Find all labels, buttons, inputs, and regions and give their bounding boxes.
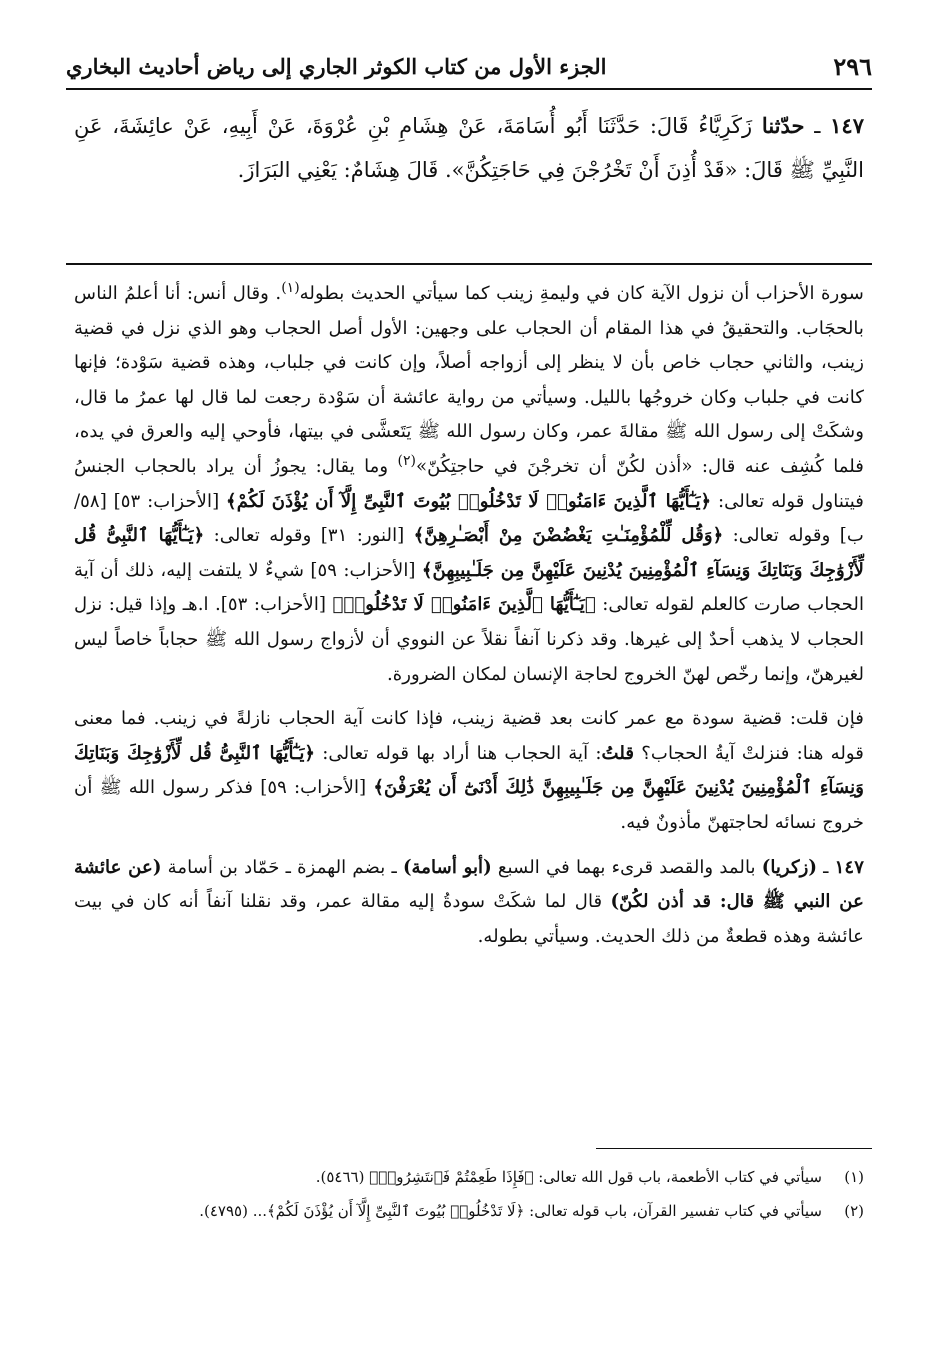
footnote-text: سيأتي في كتاب الأطعمة، باب قول الله تعالى: ﴿فَإِذَا طَعِمْتُمْ فَٱنتَشِرُوا۟﴾ (٥٤٦٦). [315, 1168, 822, 1186]
commentary-text: ـ بضم الهمزة ـ حَمّاد بن أسامة [161, 856, 403, 878]
quran-quote: ﴿يَـٰٓأَيُّهَا ٱلنَّبِىُّ قُل لِّأَزْوَٰجِكَ وَبَنَاتِكَ وَنِسَآءِ ٱلْمُؤْمِنِينَ يُدْنِينَ عَلَيْهِنَّ مِن جَلَـٰبِيبِهِنَّ ذَٰلِكَ أَدْنَىٰٓ أَن يُعْرَفْنَ﴾ [74, 742, 865, 799]
footnote-2 [74, 1196, 864, 1226]
commentary-text: قال لما شكَتْ سودةُ إليه مقالة عمر، وقد نقلنا آنفاً أنه كان في بيت عائشة وهذه قطعةٌ من ذلك الحديث. وسيأتي بطوله. [74, 891, 864, 947]
quran-quote: ﴿يَـٰٓأَيُّهَا ٱلنَّبِىُّ قُل لِّأَزْوَٰجِكَ وَبَنَاتِكَ وَنِسَآءِ ٱلْمُؤْمِنِينَ يُدْنِينَ عَلَيْهِنَّ مِن جَلَـٰبِيبِهِنَّ﴾ [74, 525, 864, 581]
hadith-dash: ـ [804, 114, 831, 138]
commentary-text: فإن قلت: قضية سودة مع عمر كانت بعد قضية زينب، فإذا كانت آية الحجاب نازلةً في زينب. فما معنى قوله هنا: فنزلتْ آيةُ الحجاب؟ [74, 708, 864, 764]
hadith-number: ١٤٧ [830, 113, 864, 138]
commentary-text: [النور: ٣١] وقوله تعالى: [204, 525, 414, 547]
bold-term: (عن عائشة عن النبي ﷺ قال: قد أذن لكُنّ) [74, 856, 865, 913]
header-divider [66, 88, 872, 90]
footnote-1 [74, 1162, 864, 1192]
quran-quote: ﴿وَقُل لِّلْمُؤْمِنَـٰتِ يَغْضُضْنَ مِنْ أَبْصَـٰرِهِنَّ﴾ [413, 525, 724, 547]
commentary-text: : آية الحجاب هنا أراد بها قوله تعالى: [315, 742, 602, 764]
footnote-label: (٢) [844, 1202, 864, 1220]
commentary-text: سورة الأحزاب أن نزول الآية كان في وليمةِ زينب كما سيأتي الحديث بطوله [299, 283, 864, 304]
commentary-paragraph-3 [74, 851, 864, 955]
commentary-dash: ـ [817, 856, 835, 878]
commentary-text: وما يقال: يجوزُ أن يراد بالحجاب الجنسُ فيتناول قوله تعالى: [74, 455, 864, 512]
commentary-text: [الأحزاب: ٥٣] [٥٨/ب] وقوله تعالى: [74, 490, 864, 547]
commentary-paragraph-1 [74, 277, 864, 692]
commentary-text: [الأحزاب: ٥٩] شيءٌ لا يلتفت إليه، ذلك أن آية الحجاب صارت كالعلم لقوله تعالى: [74, 559, 864, 616]
bold-term: (أبو أسامة) [402, 856, 492, 878]
bold-term: (زكريا) [761, 856, 818, 878]
footnotes [74, 1162, 864, 1226]
footnote-ref-1: (١) [281, 279, 300, 296]
running-header [66, 46, 872, 86]
footnote-ref-2: (٢) [397, 452, 416, 469]
commentary-text: . وقال أنس: أنا أعلمُ الناس بالحجَاب. والتحقيقُ في هذا المقام أن الحجاب على وجهين: الأول أصل الحجاب وهو الذي نزل في قضية زينب، والثاني حجاب خاص بأن لا ينظر إلى أزواجه أصلاً، وإن كانت في جلباب، وهذه قضية سَوْدة؛ فإنها كانت في جلباب وكان خروجُها بالليل. وسيأتي من رواية عائشة أن سَوْدة رجعت لما قال لها عمرُ ما قال، وشكَتْ إلى رسول الله ﷺ مقالةَ عمر، وكان رسول الله ﷺ يَتَعشَّى في بيتها، فأوحي إليه والعرق في يده، فلما كُشِف عنه قال: «أذن لكُنّ أن تخرجْنَ في حاجتِكُنّ» [74, 283, 864, 477]
footnote-text: سيأتي في كتاب تفسير القرآن، باب قوله تعالى: ﴿لَا تَدْخُلُوا۟ بُيُوتَ ٱلنَّبِىِّ إِلَّآ أَن يُؤْذَنَ لَكُمْ﴾... (٤٧٩٥). [199, 1202, 822, 1220]
quran-quote: ﴿يَـٰٓأَيُّهَا ٱلَّذِينَ ءَامَنُوا۟ لَا تَدْخُلُوا۟ بُيُوتَ ٱلنَّبِىِّ إِلَّآ أَن يُؤْذَنَ لَكُمْ﴾ [226, 490, 712, 512]
footnote-label: (١) [844, 1168, 864, 1186]
commentary-hadith-number: ١٤٧ [834, 856, 864, 878]
keyword-qultu: قلتُ [601, 742, 635, 764]
commentary-paragraph-2 [74, 702, 864, 840]
hadith-lead: حدّثنا [761, 113, 805, 138]
commentary-text: [الأحزاب: ٥٩] فذكر رسول الله ﷺ أن خروج نسائه لحاجتهنّ مأذونٌ فيه. [74, 777, 864, 833]
running-title: الجزء الأول من كتاب الكوثر الجاري إلى رياض أحاديث البخاري [66, 53, 607, 79]
footnote-divider [596, 1148, 872, 1149]
page-number: ٢٩٦ [833, 51, 872, 81]
commentary-text: بالمد والقصد قرىء بهما في السبع [491, 856, 762, 878]
section-divider [66, 263, 872, 265]
commentary-text: [الأحزاب: ٥٣]. ا.هـ وإذا قيل: نزل الحجاب لا يذهب أحدٌ إلى غيرها. وقد ذكرنا آنفاً نقلاً عن النووي أن لأزواج رسول الله ﷺ حجاباً خاصاً ليس لغيرهنّ، وإنما رخّص لهنّ الخروج لحاجة الإنسان لمكان الضرورة. [74, 594, 864, 685]
quran-quote: ﴿يَـٰٓأَيُّهَا ٱلَّذِينَ ءَامَنُوا۟ لَا تَدْخُلُوا۟﴾ [332, 594, 596, 616]
commentary [74, 277, 864, 954]
hadith-text [74, 104, 864, 192]
hadith-body: زَكَرِيَّاءُ قَالَ: حَدَّثَنَا أَبُو أُسَامَةَ، عَنْ هِشَامِ بْنِ عُرْوَةَ، عَنْ أَبِيهِ، عَنْ عائِشَةَ، عَنِ النَّبِيِّ ﷺ قَالَ: «قَدْ أُذِنَ أَنْ تَخْرُجْنَ فِي حَاجَتِكُنَّ». قَالَ هِشَامٌ: يَعْنِي البَرَازَ. [74, 114, 864, 182]
